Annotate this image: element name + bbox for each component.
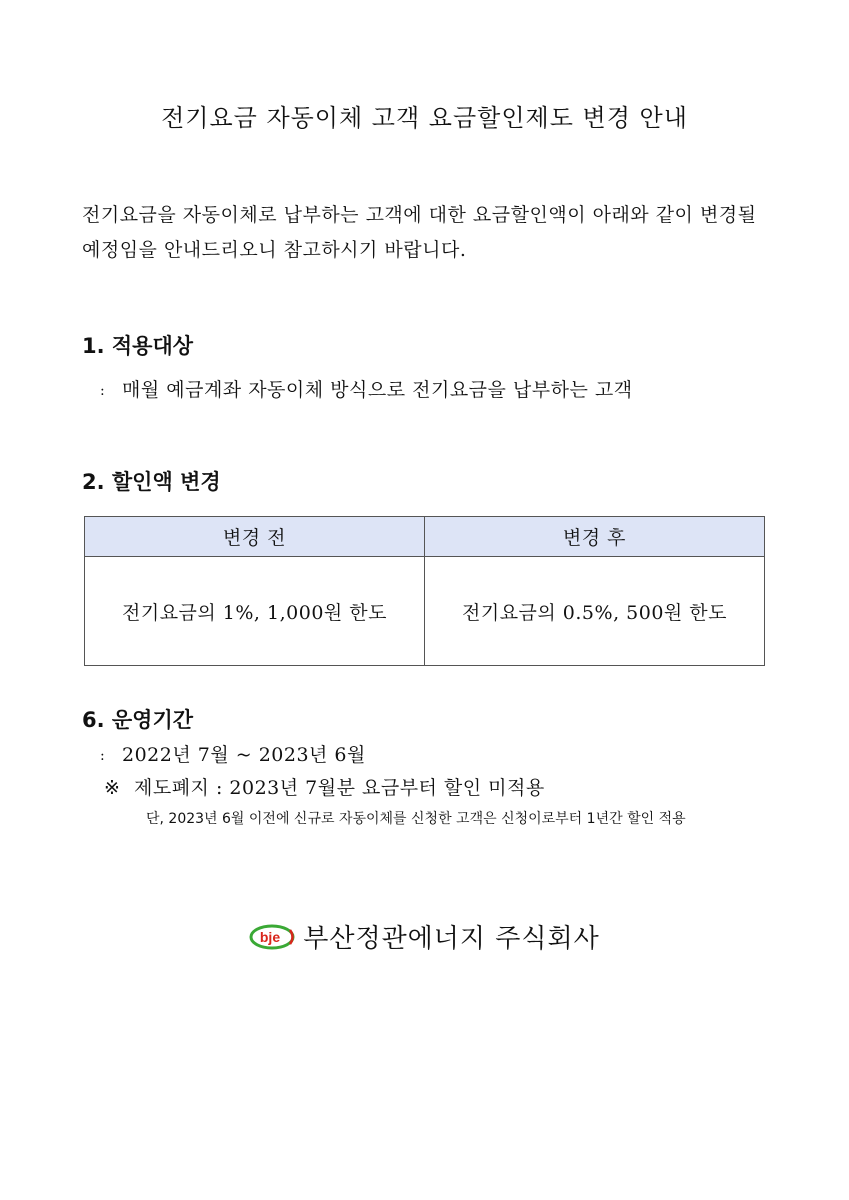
section-heading-period: 6. 운영기간: [82, 708, 194, 732]
abolition-note-line: [104, 773, 545, 800]
cell-before: 전기요금의 1%, 1,000원 한도: [85, 557, 425, 666]
exception-subnote: 단, 2023년 6월 이전에 신규로 자동이체를 신청한 고객은 신청이로부터 1년간 할인 적용: [146, 811, 686, 827]
period-line: [100, 740, 366, 767]
abolition-note: 제도폐지 : 2023년 7월분 요금부터 할인 미적용: [134, 777, 545, 799]
header-before: 변경 전: [85, 517, 425, 557]
company-name: 부산정관에너지 주식회사: [303, 924, 600, 954]
company-logo-icon: [249, 924, 295, 950]
svg-text:bje: bje: [260, 928, 281, 945]
header-after: 변경 후: [425, 517, 765, 557]
section-heading-target: 1. 적용대상: [82, 334, 194, 358]
reference-mark: ※: [104, 777, 121, 799]
target-text: 매월 예금계좌 자동이체 방식으로 전기요금을 납부하는 고객: [122, 379, 633, 401]
discount-change-table: [84, 516, 765, 666]
period-text: 2022년 7월 ~ 2023년 6월: [122, 744, 366, 766]
intro-paragraph: 전기요금을 자동이체로 납부하는 고객에 대한 요금할인액이 아래와 같이 변경될 예정임을 안내드리오니 참고하시기 바랍니다.: [82, 204, 757, 261]
footer-signature: [0, 918, 849, 955]
colon-mark: :: [100, 383, 106, 399]
section-heading-discount: 2. 할인액 변경: [82, 470, 221, 494]
document-title: 전기요금 자동이체 고객 요금할인제도 변경 안내: [161, 104, 688, 132]
target-line: [100, 375, 633, 402]
colon-mark: :: [100, 748, 106, 764]
cell-after: 전기요금의 0.5%, 500원 한도: [425, 557, 765, 666]
